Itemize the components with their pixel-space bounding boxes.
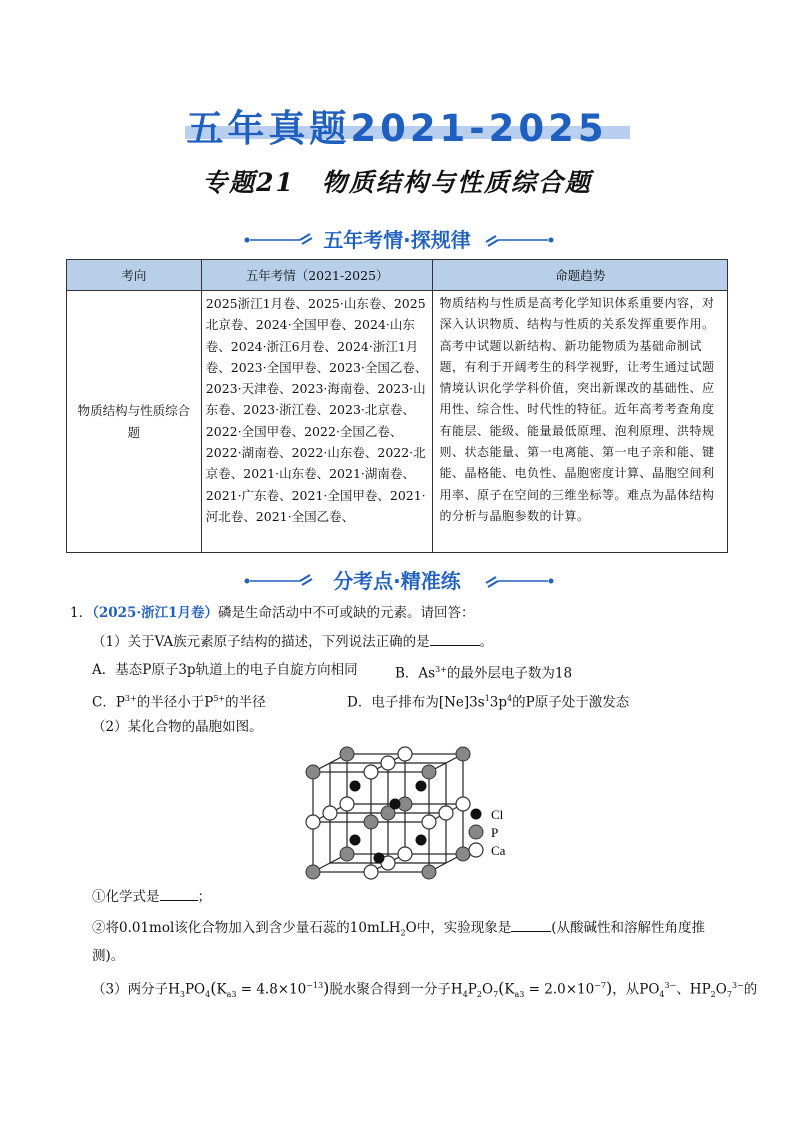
section-title-2: 分考点·精准练: [333, 569, 461, 593]
right-ornament-icon: [484, 230, 554, 250]
answer-blank[interactable]: [511, 917, 551, 932]
subtitle: 专题21 物质结构与性质综合题: [202, 168, 592, 197]
right-ornament-icon: [484, 571, 554, 591]
trend-cell: 物质结构与性质是高考化学知识体系重要内容，对深入认识物质、结构与性质的关系发挥重要作用。高考中试题以新结构、新功能物质为基础命制试题，有利于开阔考生的科学视野，让考生通过试题情境认识化学学科价值，突出新课改的基础性、应用性、综合性、时代性的特征。近年高考考查角度有能层、能级、能量最低原理、泡利原理、洪特规则、状态能量、第一电离能、第一电子亲和能、键能、晶格能、电负性、晶胞密度计算、晶胞空间利用率、原子在空间的三维坐标等。难点为晶体结构的分析与晶胞参数的计算。: [433, 291, 728, 553]
legend-ca: Ca: [491, 843, 506, 858]
option-a: A．基态P原子3p轨道上的电子自旋方向相同: [92, 662, 358, 678]
subquestion-2: （2）某化合物的晶胞如图。: [92, 719, 263, 735]
subquestion-3: （3）两分子$H_3PO_4(K_{a3} = 4.8\times 10^{-13})$脱水聚合得到一分子$H_4P_2O_7(K_{a3} = 2.0\times 10^{-7})$，从$PO_4^{3-}$、$HP_2O_7^{3-}$的: [92, 978, 758, 1000]
legend-p: P: [491, 825, 499, 840]
table-header-cell: 命题趋势: [433, 260, 728, 291]
section-header-2: [0, 565, 794, 595]
section-header-1: [0, 224, 794, 254]
crystal-cell-figure: [295, 744, 535, 880]
legend-cl: Cl: [491, 807, 504, 822]
answer-blank[interactable]: [160, 886, 198, 901]
topic-cell: 物质结构与性质综合题: [67, 291, 202, 553]
subquestion-2-2-cont: 测)。: [92, 948, 125, 964]
exam-trend-table: [66, 259, 728, 553]
question-source: （2025·浙江1月卷）: [92, 605, 219, 621]
question-stem: [70, 603, 475, 623]
legend: [469, 807, 506, 858]
table-header-cell: 五年考情（2021-2025）: [201, 260, 433, 291]
option-c: C．$P^{3+}$的半径小于$P^{5+}$的半径: [92, 694, 266, 711]
answer-blank[interactable]: [430, 631, 480, 646]
question-number: 1．: [70, 605, 93, 621]
option-b: B．$As^{3+}$的最外层电子数为18: [395, 665, 573, 682]
table-header-row: [67, 260, 728, 291]
subquestion-1: （1）关于VA族元素原子结构的描述，下列说法正确的是 。: [92, 631, 493, 652]
main-title: 五年真题2021-2025: [186, 107, 608, 150]
section-title-1: 五年考情·探规律: [323, 228, 471, 252]
question-intro: 磷是生命活动中不可或缺的元素。请回答：: [218, 605, 475, 621]
table-row: [67, 291, 728, 553]
years-cell: 2025浙江1月卷、2025·山东卷、2025北京卷、2024·全国甲卷、2024·山东卷、2024·浙江6月卷、2024·浙江1月卷、2023·全国甲卷、2023·全国乙卷、2023·天津卷、2023·海南卷、2023·山东卷、2023·浙江卷、2023·北京卷、2022·全国甲卷、2022·全国乙卷、2022·湖南卷、2022·山东卷、2022·北京卷、2021·山东卷、2021·湖南卷、2021·广东卷、2021·全国甲卷、2021·河北卷、2021·全国乙卷、: [201, 291, 433, 553]
subquestion-2-1: ①化学式是 ；: [92, 886, 211, 907]
table-header-cell: 考向: [67, 260, 202, 291]
option-d: D．电子排布为$[Ne]3s^13p^4$的P原子处于激发态: [347, 694, 630, 711]
subquestion-2-2: ②将0.01mol该化合物加入到含少量石蕊的10mLH$_2$O中，实验现象是 (从酸碱性和溶解性角度推: [92, 917, 705, 944]
